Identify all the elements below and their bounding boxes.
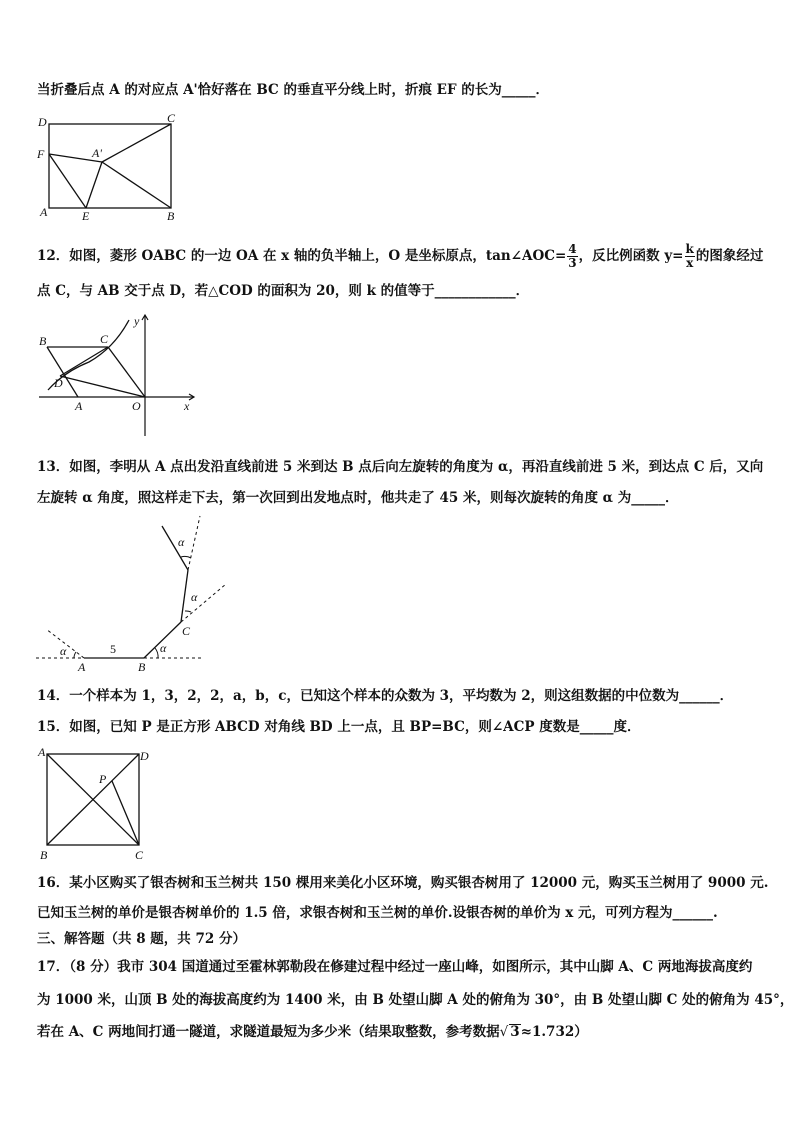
q12-frac1-den: 3	[568, 256, 577, 270]
q12-part3: 的图象经过	[695, 248, 764, 264]
fig13-label-alpha-top: α	[178, 535, 185, 549]
fig15-label-D: D	[140, 749, 149, 763]
q12-frac2-den: x	[686, 256, 694, 270]
q12-fraction-k-over-x	[685, 243, 695, 270]
q16-line1: 16．某小区购买了银杏树和玉兰树共 150 棵用来美化小区环境，购买银杏树用了 12000 元，购买玉兰树用了 9000 元.	[37, 875, 769, 891]
fig12-label-D: D	[54, 376, 63, 390]
fig11-label-C: C	[167, 111, 176, 125]
fig15-label-B: B	[40, 848, 48, 862]
q17-line3-part2: ≈1.732）	[520, 1024, 588, 1040]
fig12-label-y: y	[134, 314, 140, 328]
figure-15-square-diagonal	[34, 744, 159, 864]
fig13-label-alpha-b: α	[160, 641, 167, 655]
q17-sqrt-arg: 3	[510, 1024, 520, 1040]
fig12-label-A: A	[75, 399, 83, 413]
q12-fraction-tan	[567, 243, 577, 270]
fig13-label-alpha-upper: α	[191, 590, 198, 604]
q13-line1: 13．如图，李明从 A 点出发沿直线前进 5 米到达 B 点后向左旋转的角度为 α，再沿直线前进 5 米，到达点 C 后，又向	[37, 459, 764, 475]
fig13-label-alpha-a: α	[60, 644, 67, 658]
q12-frac2-num: k	[685, 242, 694, 256]
q14-text: 14．一个样本为 1，3，2，2，a，b，c，已知这个样本的众数为 3，平均数为 2，则这组数据的中位数为______．	[37, 688, 734, 704]
figure-13-walking-path	[34, 514, 234, 676]
fig12-label-C: C	[100, 332, 109, 346]
q12-part1: 12．如图，菱形 OABC 的一边 OA 在 x 轴的负半轴上，O 是坐标原点，tan∠AOC=	[37, 248, 567, 264]
fig12-label-B: B	[39, 334, 47, 348]
q12-frac1-num: 4	[568, 242, 577, 256]
q12-part2: ，反比例函数 y=	[578, 248, 684, 264]
fig11-label-E: E	[82, 209, 90, 223]
fig12-label-x: x	[184, 399, 190, 413]
fig15-label-P: P	[99, 772, 107, 786]
q12-line2: 点 C，与 AB 交于点 D，若△COD 的面积为 20，则 k 的值等于____________．	[37, 283, 530, 299]
fig15-label-C: C	[135, 848, 144, 862]
q17-line2: 为 1000 米，山顶 B 处的海拔高度约为 1400 米，由 B 处望山脚 A 处的俯角为 30°，由 B 处望山脚 C 处的俯角为 45°，	[37, 992, 794, 1008]
q17-line1: 17．（8 分）我市 304 国道通过至霍林郭勒段在修建过程中经过一座山峰，如图所示，其中山脚 A、C 两地海拔高度约	[37, 959, 753, 975]
fig11-label-F: F	[37, 147, 45, 161]
fig13-label-A: A	[78, 660, 86, 674]
fig13-label-B: B	[138, 660, 146, 674]
fig12-label-O: O	[132, 399, 141, 413]
figure-11-rectangle-fold	[34, 112, 184, 224]
fig13-label-5: 5	[110, 642, 116, 656]
fig11-label-D: D	[38, 115, 47, 129]
q17-line3-part1: 若在 A、C 两地间打通一隧道，求隧道最短为多少米（结果取整数，参考数据	[37, 1024, 500, 1040]
q15-text: 15．如图，已知 P 是正方形 ABCD 对角线 BD 上一点，且 BP=BC，则∠ACP 度数是_____度．	[37, 719, 641, 735]
q12-line1	[37, 243, 763, 270]
figure-12-rhombus-coordinates	[34, 310, 204, 440]
fig11-label-B: B	[167, 209, 175, 223]
fig11-label-A-prime: A'	[92, 146, 102, 160]
fig11-label-A: A	[40, 205, 48, 219]
section-three-heading: 三、解答题（共 8 题，共 72 分）	[37, 931, 246, 947]
q17-line3: 若在 A、C 两地间打通一隧道，求隧道最短为多少米（结果取整数，参考数据√ 3≈1.732）	[37, 1024, 588, 1040]
q16-line2: 已知玉兰树的单价是银杏树单价的 1.5 倍，求银杏树和玉兰树的单价.设银杏树的单价为 x 元，可列方程为______.	[37, 905, 718, 921]
q11-text: 当折叠后点 A 的对应点 A'恰好落在 BC 的垂直平分线上时，折痕 EF 的长为_____．	[37, 82, 550, 98]
fig15-label-A: A	[38, 745, 46, 759]
fig13-label-C: C	[182, 624, 191, 638]
q13-line2: 左旋转 α 角度，照这样走下去，第一次回到出发地点时，他共走了 45 米，则每次旋转的角度 α 为_____．	[37, 490, 679, 506]
